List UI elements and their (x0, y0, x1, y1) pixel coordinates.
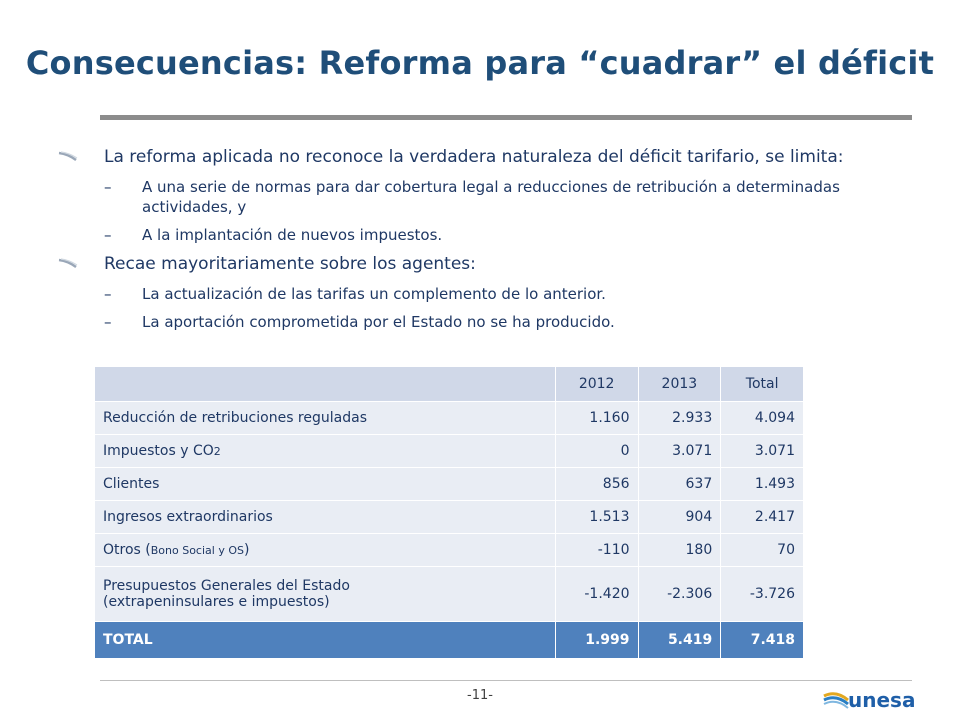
row-label-small: Bono Social y OS (150, 544, 244, 557)
row-label: Clientes (95, 468, 556, 501)
table-total-row (95, 622, 804, 659)
sub-bullet-item (58, 312, 858, 332)
cell-total: 1.493 (721, 468, 804, 501)
header-cell: 2012 (555, 367, 638, 402)
row-label-line2: (extrapeninsulares e impuestos) (103, 594, 330, 610)
page-number: -11- (467, 688, 493, 703)
sub-bullet-text: La actualización de las tarifas un complemento de lo anterior. (142, 285, 606, 303)
total-total: 7.418 (721, 622, 804, 659)
bullet-item (58, 253, 858, 276)
dash-marker: – (104, 313, 112, 331)
sub-bullet-text: A una serie de normas para dar cobertura legal a reducciones de retribución a determinadas actividades, y (142, 178, 840, 216)
bullet-text: La reforma aplicada no reconoce la verdadera naturaleza del déficit tarifario, se limita: (104, 147, 844, 167)
row-label (95, 435, 556, 468)
table-row (95, 435, 804, 468)
total-2013: 5.419 (638, 622, 721, 659)
cell-total: 3.071 (721, 435, 804, 468)
table-row (95, 501, 804, 534)
bullet-item (58, 146, 858, 169)
cell-2013: 3.071 (638, 435, 721, 468)
header-cell: 2013 (638, 367, 721, 402)
sub-bullet-item (58, 284, 858, 304)
header-cell (95, 367, 556, 402)
bullet-text: Recae mayoritariamente sobre los agentes: (104, 254, 476, 274)
footer-divider (100, 680, 912, 681)
cell-2013: 637 (638, 468, 721, 501)
page-title: Consecuencias: Reforma para “cuadrar” el déficit (25, 44, 935, 82)
title-divider (100, 115, 912, 120)
bullet-swoosh-icon (58, 258, 78, 268)
cell-2012: 1.160 (555, 402, 638, 435)
cell-2012: 1.513 (555, 501, 638, 534)
cell-2012: -1.420 (555, 567, 638, 622)
bullet-list (58, 146, 858, 340)
dash-marker: – (104, 226, 112, 244)
dash-marker: – (104, 285, 112, 303)
logo-text: unesa (848, 688, 916, 712)
row-label-end: ) (243, 542, 250, 558)
cell-total: 2.417 (721, 501, 804, 534)
header-cell: Total (721, 367, 804, 402)
cell-total: 4.094 (721, 402, 804, 435)
sub-bullet-item (58, 177, 858, 217)
cell-total: 70 (721, 534, 804, 567)
cell-2013: 904 (638, 501, 721, 534)
deficit-table (94, 366, 804, 659)
row-label-line1: Presupuestos Generales del Estado (103, 578, 350, 594)
row-label-text: Impuestos y CO (103, 443, 214, 459)
cell-2013: -2.306 (638, 567, 721, 622)
cell-2013: 2.933 (638, 402, 721, 435)
row-label (95, 567, 556, 622)
sub-bullet-text: La aportación comprometida por el Estado no se ha producido. (142, 313, 615, 331)
row-label: Ingresos extraordinarios (95, 501, 556, 534)
cell-total: -3.726 (721, 567, 804, 622)
sub-bullet-item (58, 225, 858, 245)
row-label-text: Otros ( (103, 542, 151, 558)
table-header-row (95, 367, 804, 402)
dash-marker: – (104, 178, 112, 196)
bullet-swoosh-icon (58, 151, 78, 161)
table-row (95, 567, 804, 622)
cell-2013: 180 (638, 534, 721, 567)
table-row (95, 534, 804, 567)
total-2012: 1.999 (555, 622, 638, 659)
row-label (95, 534, 556, 567)
row-label-subscript: 2 (213, 445, 221, 458)
row-label: Reducción de retribuciones reguladas (95, 402, 556, 435)
cell-2012: -110 (555, 534, 638, 567)
sub-bullet-text: A la implantación de nuevos impuestos. (142, 226, 443, 244)
cell-2012: 0 (555, 435, 638, 468)
total-label: TOTAL (95, 622, 556, 659)
cell-2012: 856 (555, 468, 638, 501)
table-row (95, 468, 804, 501)
table-row (95, 402, 804, 435)
